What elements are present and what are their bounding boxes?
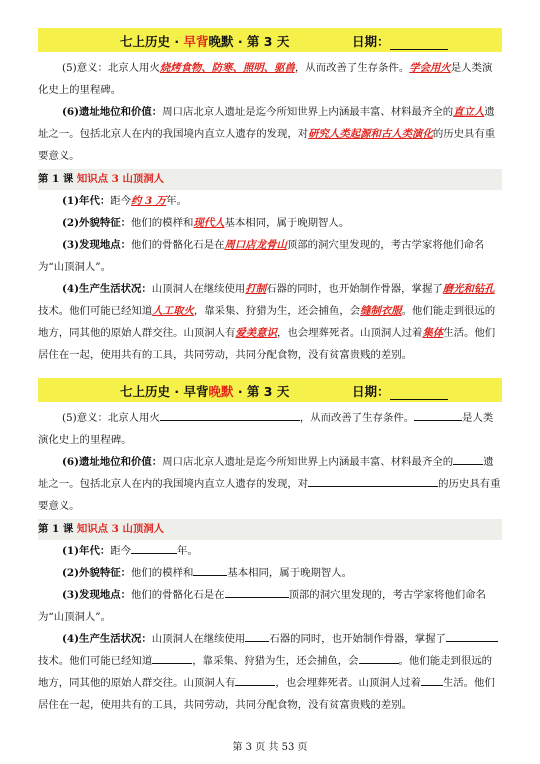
date-blank-2: [390, 386, 448, 400]
date-field-2: 日期：: [352, 382, 448, 400]
blank-field[interactable]: [245, 629, 269, 642]
paragraph-significance-blank: (5)意义：北京人用火 ，从而改善了生存条件。 是人类演化史上的里程碑。: [38, 407, 502, 451]
blank-field[interactable]: [414, 408, 462, 421]
evening-dictation-section: [38, 407, 502, 716]
paragraph-age-blank: (1)年代：距今 年。: [38, 540, 502, 562]
banner-title-2: 七上历史 · 早背晚默 · 第 3 天: [120, 384, 290, 399]
blank-field[interactable]: [160, 408, 300, 421]
paragraph-site-value: (6)遗址地位和价值：周口店北京人遗址是迄今所知世界上内涵最丰富、材料最齐全的直立人遗址之一。包括北京人在内的我国境内直立人遗存的发现，对研究人类起源和古人类演化的历史具有重要意义。: [38, 106, 496, 162]
banner-title: 七上历史 · 早背晚默 · 第 3 天: [120, 34, 290, 49]
blank-field[interactable]: [308, 474, 438, 487]
paragraph-location-blank: (3)发现地点：他们的骨骼化石是在 顶部的洞穴里发现的，考古学家将他们命名为“山顶洞人”。: [38, 584, 502, 628]
paragraph-appearance: (2)外貌特征：他们的模样和现代人基本相同，属于晚期智人。: [62, 217, 350, 229]
paragraph-site-value-blank: (6)遗址地位和价值：周口店北京人遗址是迄今所知世界上内涵最丰富、材料最齐全的 遗址之一。包括北京人在内的我国境内直立人遗存的发现，对 的历史具有重要意义。: [38, 451, 502, 517]
paragraph-life-blank: (4)生产生活状况：山顶洞人在继续使用 石器的同时，也开始制作骨器，掌握了技术。他们可能已经知道 ，靠采集、狩猎为生，还会捕鱼，会 。他们能走到很远的地方，同其他的原始人群交往。山顶洞人有 ，也会埋葬死者。山顶洞人过着 生活。他们居住在一起，使用共有的工具，共同劳动，共同分配食物，没有贫富贵贱的差别。: [38, 628, 502, 716]
paragraph-appearance-blank: (2)外貌特征：他们的模样和 基本相同，属于晚期智人。: [38, 562, 502, 584]
page-number: 第 3 页 共 53 页: [232, 742, 308, 753]
paragraph-age: (1)年代：距今约 3 万年。: [62, 195, 188, 207]
blank-field[interactable]: [359, 651, 399, 664]
blank-field[interactable]: [193, 563, 227, 576]
blank-field[interactable]: [421, 673, 443, 686]
paragraph-location: (3)发现地点：他们的骨骼化石是在周口店龙骨山顶部的洞穴里发现的，考古学家将他们命名为“山顶洞人”。: [38, 239, 485, 273]
blank-field[interactable]: [225, 585, 289, 598]
date-field: 日期：: [352, 32, 448, 50]
blank-field[interactable]: [235, 673, 275, 686]
paragraph-life: (4)生产生活状况：山顶洞人在继续使用打制石器的同时，也开始制作骨器，掌握了磨光和钻孔技术。他们可能已经知道人工取火，靠采集、狩猎为生，还会捕鱼，会缝制衣服。他们能走到很远的地方，同其他的原始人群交往。山顶洞人有爱美意识，也会埋葬死者。山顶洞人过着集体生活。他们居住在一起，使用共有的工具，共同劳动，共同分配食物，没有贫富贵贱的差别。: [38, 283, 496, 361]
lesson-heading: 第 1 课 知识点 3 山顶洞人: [38, 169, 502, 190]
date-blank: [390, 36, 448, 50]
blank-field[interactable]: [152, 651, 192, 664]
lesson-heading-2: 第 1 课 知识点 3 山顶洞人: [38, 519, 502, 540]
morning-recite-section: [38, 57, 502, 366]
blank-field[interactable]: [131, 541, 177, 554]
paragraph-significance: (5)意义：北京人用火烧烤食物、防寒、照明、驱兽，从而改善了生存条件。学会用火是人类演化史上的里程碑。: [38, 62, 493, 96]
blank-field[interactable]: [453, 452, 483, 465]
blank-field[interactable]: [446, 629, 498, 642]
header-banner: [38, 28, 502, 52]
header-banner-2: [38, 378, 502, 402]
